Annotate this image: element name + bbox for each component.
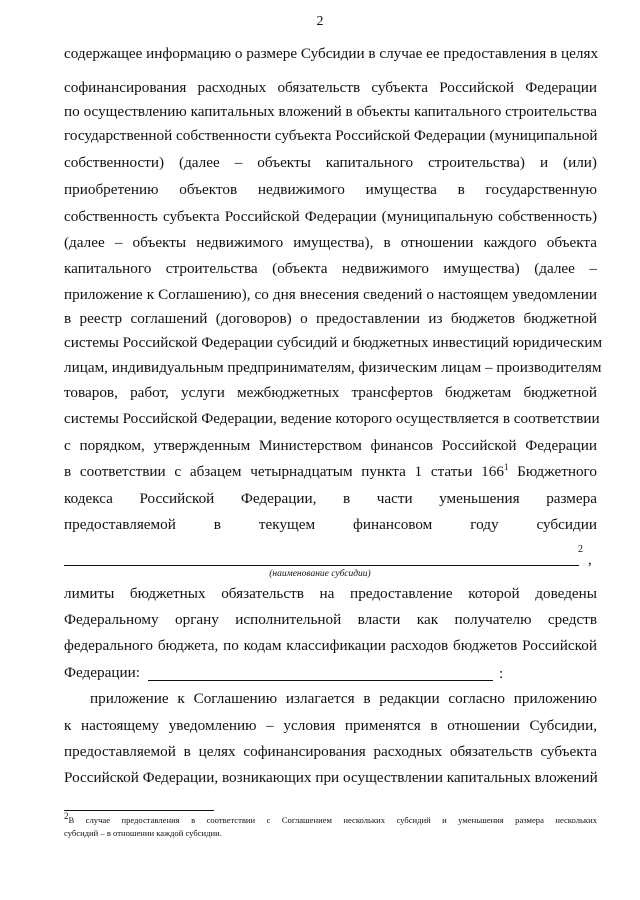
page-number: 2: [316, 14, 324, 29]
body-line: софинансирования расходных обязательств субъекта Российской Федерации: [64, 79, 597, 96]
footnote-ref-2: 2: [578, 544, 583, 555]
body-line: предоставляемой в текущем финансовом году субсидии: [64, 516, 597, 533]
body-line: собственность субъекта Российской Федерации (муниципальную собственность): [64, 208, 597, 225]
body-line: Федерации:: [64, 664, 140, 681]
body-line: предоставляемой в целях софинансирования расходных обязательств субъекта: [64, 743, 597, 760]
subsidy-name-blank[interactable]: [64, 565, 579, 566]
body-line: системы Российской Федерации, ведение которого осуществляется в соответствии: [64, 410, 600, 427]
body-line: приобретению объектов недвижимого имущества в государственную: [64, 181, 597, 198]
footnote-line: [64, 811, 597, 826]
footnote-mark: 2: [64, 811, 69, 822]
body-line: содержащее информацию о размере Субсидии в случае ее предоставления в целях: [64, 45, 599, 62]
footnote-text: В случае предоставления в соответствии с Соглашением нескольких субсидий и уменьшения размера нескольких: [68, 815, 597, 825]
body-line: в реестр соглашений (договоров) о предоставлении из бюджетов бюджетной: [64, 310, 597, 327]
body-line: товаров, работ, услуги межбюджетных трансфертов бюджетам бюджетной: [64, 384, 597, 401]
body-line: (далее – объекты недвижимого имущества), в отношении каждого объекта: [64, 234, 597, 251]
body-line: кодекса Российской Федерации, в части уменьшения размера: [64, 490, 597, 507]
body-line: системы Российской Федерации субсидий и бюджетных инвестиций юридическим: [64, 334, 603, 351]
body-line: капитального строительства (объекта недвижимого имущества) (далее –: [64, 260, 597, 277]
body-line: к настоящему уведомлению – условия применятся в отношении Субсидии,: [64, 717, 597, 734]
body-line: приложение к Соглашению излагается в редакции согласно приложению: [90, 690, 597, 707]
body-line: с порядком, утвержденным Министерством финансов Российской Федерации: [64, 437, 597, 454]
budget-codes-blank[interactable]: [148, 680, 493, 681]
footnote-divider: [64, 810, 214, 811]
body-line: государственной собственности субъекта Российской Федерации (муниципальной: [64, 127, 598, 144]
body-line: по осуществлению капитальных вложений в объекты капитального строительства: [64, 103, 597, 120]
body-line: лимиты бюджетных обязательств на предоставление которой доведены: [64, 585, 597, 602]
body-line: лицам, индивидуальным предпринимателям, физическим лицам – производителям: [64, 359, 602, 376]
body-line-tail: Бюджетного: [508, 463, 597, 480]
blank-colon: :: [499, 665, 504, 682]
body-line: федерального бюджета, по кодам классификации расходов бюджетов Российской: [64, 637, 597, 654]
body-line: Федеральному органу исполнительной власти как получателю средств: [64, 611, 597, 628]
body-line: Российской Федерации, возникающих при осуществлении капитальных вложений: [64, 769, 598, 786]
blank-comma: ,: [588, 552, 592, 568]
subsidy-caption: (наименование субсидии): [269, 569, 371, 579]
footnote-ref-1: 1: [503, 461, 509, 472]
body-line-text: в соответствии с абзацем четырнадцатым пункта 1 статьи 166: [64, 463, 504, 480]
body-line: приложение к Соглашению), со дня внесения сведений о настоящем уведомлении: [64, 286, 597, 303]
body-line: собственности) (далее – объекты капитального строительства) и (или): [64, 154, 597, 171]
footnote-line: субсидий – в отношении каждой субсидии.: [64, 828, 222, 838]
body-line-with-footnote: [64, 463, 597, 481]
